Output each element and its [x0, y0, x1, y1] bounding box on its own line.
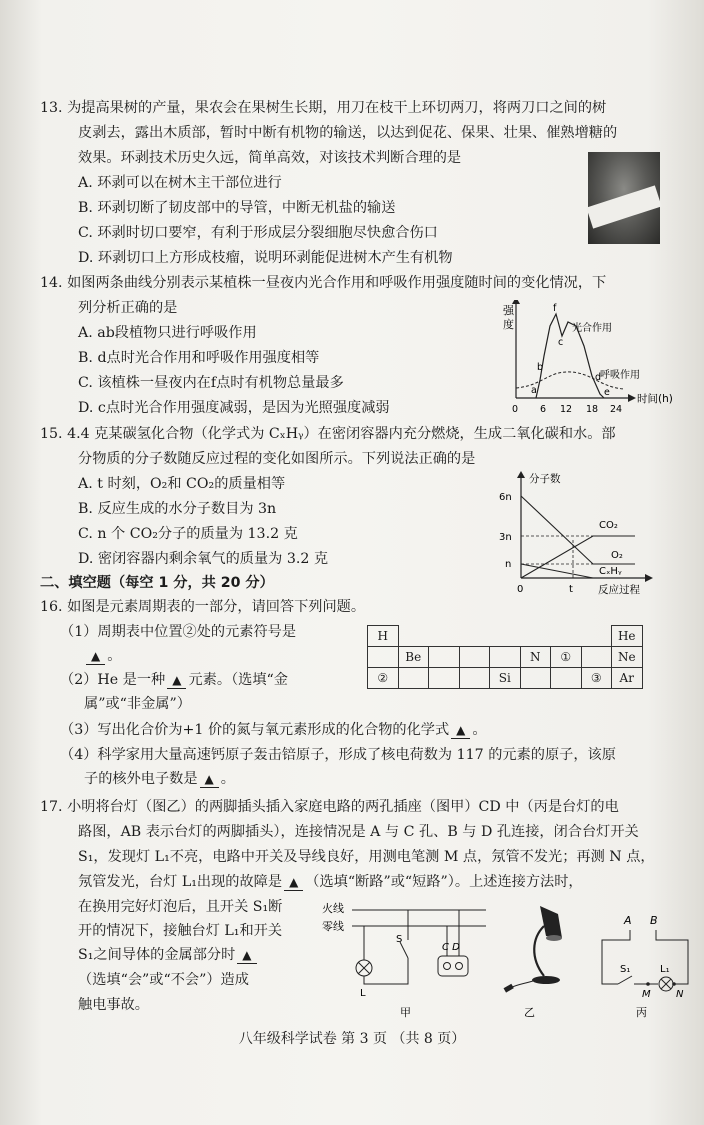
- photosynthesis-label: 光合作用: [572, 323, 612, 334]
- tree-girdling-photo: [588, 152, 660, 244]
- q15-option-d: D. 密闭容器内剩余氧气的质量为 3.2 克: [78, 551, 329, 567]
- q13-option-d: D. 环剥切口上方形成枝瘤，说明环剥能促进树木产生有机物: [78, 250, 453, 266]
- q16-text-line-1: 16. 如图是元素周期表的一部分，请回答下列问题。: [40, 599, 366, 615]
- tick-n: n: [505, 559, 512, 570]
- q16-part-1-line-2: ▲ 。: [84, 646, 121, 666]
- tick-12: 12: [560, 404, 573, 415]
- q14-option-d: D. c点时光合作用强度减弱，是因为光照强度减弱: [78, 400, 390, 416]
- q15-text-line-1: 15. 4.4 克某碳氢化合物（化学式为 CₓHᵧ）在密闭容器内充分燃烧，生成二氧化碳和水。部: [40, 426, 616, 442]
- lamp-plug: [504, 984, 514, 993]
- q13-option-c: C. 环剥时切口要窄，有利于形成层分裂细胞尽快愈合伤口: [78, 225, 438, 241]
- point-b: b: [537, 362, 544, 373]
- tick-3n: 3n: [499, 532, 512, 543]
- point-c: c: [558, 337, 564, 348]
- q14-option-b: B. d点时光合作用和呼吸作用强度相等: [78, 350, 320, 366]
- plug-b-label: B: [650, 914, 658, 927]
- point-a: a: [531, 385, 537, 396]
- q14-x-arrow: [628, 394, 636, 402]
- cell-be: Be: [398, 647, 429, 668]
- socket-cd: [438, 956, 468, 976]
- q17-text-line-9: 触电事故。: [78, 997, 149, 1013]
- lamp-l-label: L: [360, 988, 366, 999]
- cell-si: Si: [490, 668, 521, 689]
- cell-ne: Ne: [612, 647, 643, 668]
- answer-blank[interactable]: ▲: [86, 649, 105, 665]
- switch-s-label: S: [396, 934, 403, 945]
- q14-text-line-1: 14. 如图两条曲线分别表示某植株一昼夜内光合作用和呼吸作用强度随时间的变化情况，下: [40, 275, 607, 291]
- respiration-label: 呼吸作用: [600, 370, 640, 381]
- cell-2: ②: [368, 668, 399, 689]
- lamp-arm: [534, 926, 544, 976]
- lamp-shade: [540, 906, 562, 938]
- lamp-circuit-diagram: [588, 898, 700, 1020]
- q14-option-c: C. 该植株一昼夜内在f点时有机物总量最多: [78, 375, 344, 391]
- answer-blank[interactable]: ▲: [451, 723, 470, 739]
- figure-bing-label: 丙: [636, 1006, 647, 1019]
- switch-s1-label: S₁: [620, 964, 631, 975]
- cell-1: ①: [551, 647, 582, 668]
- q14-ylabel-1: 强: [503, 304, 514, 317]
- household-circuit-figure: [318, 898, 488, 1020]
- figure-jia-label: 甲: [400, 1006, 411, 1019]
- q15-y-arrow: [517, 471, 525, 478]
- desk-lamp-figure: [500, 898, 580, 1020]
- circuit-right-wire: [656, 930, 688, 984]
- q13-option-a: A. 环剥可以在树木主干部位进行: [78, 175, 282, 191]
- q15-x-arrow: [645, 574, 653, 582]
- point-n-label: N: [676, 989, 684, 1000]
- q16-part-1-line-1: （1）周期表中位置②处的元素符号是: [60, 624, 297, 640]
- q17-text-line-8: （选填“会”或“不会”）造成: [78, 972, 249, 988]
- q14-text-line-2: 列分析正确的是: [78, 300, 178, 316]
- point-f: f: [553, 303, 557, 314]
- q17-text-line-7: S₁之间导体的金属部分时 ▲: [78, 945, 259, 965]
- plug-a-label: A: [624, 914, 632, 927]
- page-footer: 八年级科学试卷 第 3 页 （共 8 页）: [238, 1031, 466, 1047]
- lamp-l1-label: L₁: [660, 964, 670, 975]
- q14-option-a: A. ab段植物只进行呼吸作用: [78, 325, 257, 341]
- q13-text-line-2: 皮剥去，露出木质部，暂时中断有机物的输送，以达到促花、保果、壮果、催熟增糖的: [78, 125, 618, 141]
- q17-text-line-3: S₁，发现灯 L₁不亮，电路中开关及导线良好，用测电笔测 M 点，氖管不发光；再测 N 点，: [78, 849, 655, 865]
- tick-24: 24: [610, 404, 623, 415]
- answer-blank[interactable]: ▲: [284, 875, 303, 891]
- lamp-cord: [510, 980, 536, 988]
- q15-option-c: C. n 个 CO₂分子的质量为 13.2 克: [78, 526, 298, 542]
- q15-ylabel: 分子数: [529, 473, 561, 485]
- q16-part-2-line-1: （2）He 是一种 ▲ 元素。（选填“金: [60, 672, 288, 688]
- tick-18: 18: [586, 404, 599, 415]
- cell-n: N: [520, 647, 551, 668]
- switch-s1: [618, 976, 632, 984]
- point-d: d: [595, 372, 602, 383]
- q16-part-3: （3）写出化合价为+1 价的氮与氧元素形成的化合物的化学式 ▲ 。: [60, 722, 487, 738]
- point-e: e: [604, 387, 610, 398]
- photosynthesis-graph: [500, 300, 695, 420]
- live-wire-label: 火线: [322, 902, 344, 915]
- q16-part-4-line-2: 子的核外电子数是 ▲ 。: [84, 771, 235, 787]
- q15-text-line-2: 分物质的分子数随反应过程的变化如图所示。下列说法正确的是: [78, 451, 476, 467]
- q14-ylabel-2: 度: [503, 318, 514, 331]
- socket-cd-label: C D: [442, 942, 460, 953]
- q15-option-a: A. t 时刻，O₂和 CO₂的质量相等: [78, 476, 286, 492]
- cxhy-label: CₓHᵧ: [599, 566, 622, 577]
- tick-6: 6: [540, 404, 547, 415]
- answer-blank[interactable]: ▲: [167, 673, 186, 689]
- q14-y-arrow: [512, 300, 520, 304]
- cell-ar: Ar: [612, 668, 643, 689]
- q17-text-line-6: 开的情况下，接触台灯 L₁和开关: [78, 923, 283, 939]
- q13-text-line-1: 13. 为提高果树的产量，果农会在果树生长期，用刀在枝干上环切两刀，将两刀口之间的树: [40, 100, 607, 116]
- q14-xlabel: 时间(h): [637, 393, 673, 405]
- co2-label: CO₂: [599, 520, 618, 531]
- q16-part-4-line-1: （4）科学家用大量高速钙原子轰击锫原子，形成了核电荷数为 117 的元素的原子，该原: [60, 747, 616, 763]
- tick-0: 0: [512, 404, 519, 415]
- q17-text-line-2: 路图，AB 表示台灯的两脚插头），连接情况是 A 与 C 孔、B 与 D 孔连接，闭合台灯开关: [78, 824, 639, 840]
- o2-label: O₂: [611, 550, 623, 561]
- point-m-label: M: [642, 989, 651, 1000]
- figure-yi-label: 乙: [524, 1006, 535, 1019]
- q13-option-b: B. 环剥切断了韧皮部中的导管，中断无机盐的输送: [78, 200, 396, 216]
- cell-h: H: [368, 626, 399, 647]
- q13-text-line-3: 效果。环剥技术历史久远，简单高效，对该技术判断合理的是: [78, 150, 462, 166]
- molecule-count-graph: [495, 470, 695, 598]
- neutral-wire-label: 零线: [322, 920, 344, 933]
- q16-part-2-line-2: 属”或“非金属”）: [84, 696, 191, 712]
- answer-blank[interactable]: ▲: [237, 948, 256, 964]
- section-2-heading: 二、填空题（每空 1 分，共 20 分）: [40, 575, 274, 591]
- periodic-table: [367, 625, 643, 689]
- q17-text-line-1: 17. 小明将台灯（图乙）的两脚插头插入家庭电路的两孔插座（图甲）CD 中（丙是台灯的电: [40, 799, 619, 815]
- tick-0: 0: [517, 584, 524, 595]
- tick-6n: 6n: [499, 492, 512, 503]
- q17-text-line-4: 氖管发光，台灯 L₁出现的故障是 ▲ （选填“断路”或“短路”）。上述连接方法时，: [78, 874, 583, 890]
- cell-3: ③: [581, 668, 612, 689]
- answer-blank[interactable]: ▲: [200, 772, 219, 788]
- circuit-left-wire: [602, 930, 630, 984]
- q17-text-line-5: 在换用完好灯泡后，且开关 S₁断: [78, 899, 283, 915]
- q15-xlabel: 反应过程: [598, 584, 640, 596]
- lamp-base: [532, 976, 560, 984]
- q15-option-b: B. 反应生成的水分子数目为 3n: [78, 501, 277, 517]
- tick-t: t: [569, 584, 573, 595]
- cell-he: He: [612, 626, 643, 647]
